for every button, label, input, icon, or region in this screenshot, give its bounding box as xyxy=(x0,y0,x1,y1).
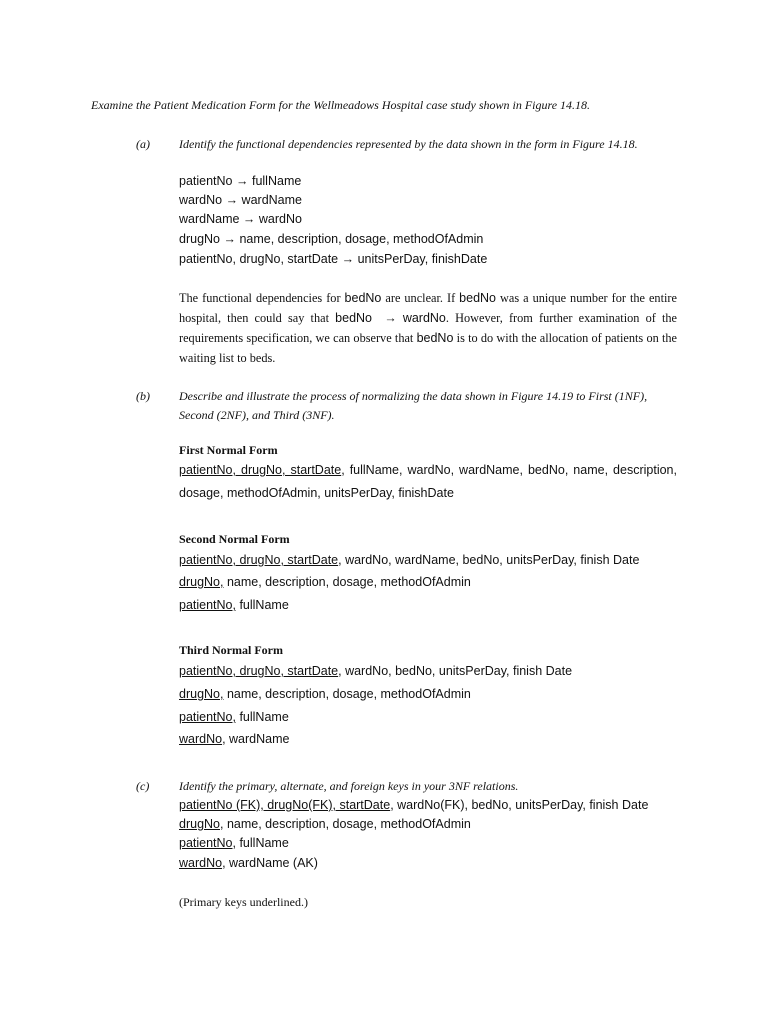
part-c-question: Identify the primary, alternate, and foreign keys in your 3NF relations. xyxy=(179,779,519,793)
part-a-question: Identify the functional dependencies represented by the data shown in the form in Figure 14.18. xyxy=(179,137,638,151)
nf1-primary-key: patientNo, drugNo, startDate xyxy=(179,463,342,477)
fd-line-5: patientNo, drugNo, startDate → unitsPerDay, finishDate xyxy=(179,252,488,266)
fd-line-3: wardName → wardNo xyxy=(179,212,302,226)
nf3-relation-3: patientNo, fullName xyxy=(179,710,289,724)
primary-keys-footnote: (Primary keys underlined.) xyxy=(179,895,308,909)
third-normal-form-heading: Third Normal Form xyxy=(179,643,283,657)
nf1-relation-line-2: dosage, methodOfAdmin, unitsPerDay, finishDate xyxy=(179,486,454,500)
part-b-label: (b) xyxy=(136,389,150,403)
bedno-note-paragraph: The functional dependencies for bedNo are unclear. If bedNo was a unique number for the entire hospital, then could say that bedNo → wardNo. However, from further examination of the requirements specification, we can observe that bedNo is to do with the allocation of patients on the waiting list to beds. xyxy=(179,291,678,365)
keys-relation-4: wardNo, wardName (AK) xyxy=(179,856,318,870)
fd-line-4: drugNo → name, description, dosage, methodOfAdmin xyxy=(179,232,484,246)
part-a-label: (a) xyxy=(136,137,150,151)
nf2-relation-1: patientNo, drugNo, startDate, wardNo, wardName, bedNo, unitsPerDay, finish Date xyxy=(179,553,640,567)
fd-line-2: wardNo → wardName xyxy=(179,193,302,207)
keys-relation-1: patientNo (FK), drugNo(FK), startDate, wardNo(FK), bedNo, unitsPerDay, finish Date xyxy=(179,798,649,812)
second-normal-form-heading: Second Normal Form xyxy=(179,532,290,546)
first-normal-form-heading: First Normal Form xyxy=(179,443,278,457)
nf2-relation-3: patientNo, fullName xyxy=(179,598,289,612)
nf2-relation-2: drugNo, name, description, dosage, methodOfAdmin xyxy=(179,575,471,589)
nf1-relation-line-1: patientNo, drugNo, startDate, fullName, wardNo, wardName, bedNo, name, description, xyxy=(179,463,677,477)
nf3-relation-2: drugNo, name, description, dosage, methodOfAdmin xyxy=(179,687,471,701)
part-c-label: (c) xyxy=(136,779,150,793)
nf3-relation-1: patientNo, drugNo, startDate, wardNo, bedNo, unitsPerDay, finish Date xyxy=(179,664,573,678)
intro-text: Examine the Patient Medication Form for the Wellmeadows Hospital case study shown in Figure 14.18. xyxy=(91,98,591,112)
keys-relation-3: patientNo, fullName xyxy=(179,836,289,850)
part-b-question-line-2: Second (2NF), and Third (3NF). xyxy=(179,408,335,422)
keys-relation-2: drugNo, name, description, dosage, methodOfAdmin xyxy=(179,817,471,831)
fd-line-1: patientNo → fullName xyxy=(179,174,302,188)
nf3-relation-4: wardNo, wardName xyxy=(179,732,290,746)
part-b-question-line-1: Describe and illustrate the process of normalizing the data shown in Figure 14.19 to First (1NF), xyxy=(179,389,648,403)
